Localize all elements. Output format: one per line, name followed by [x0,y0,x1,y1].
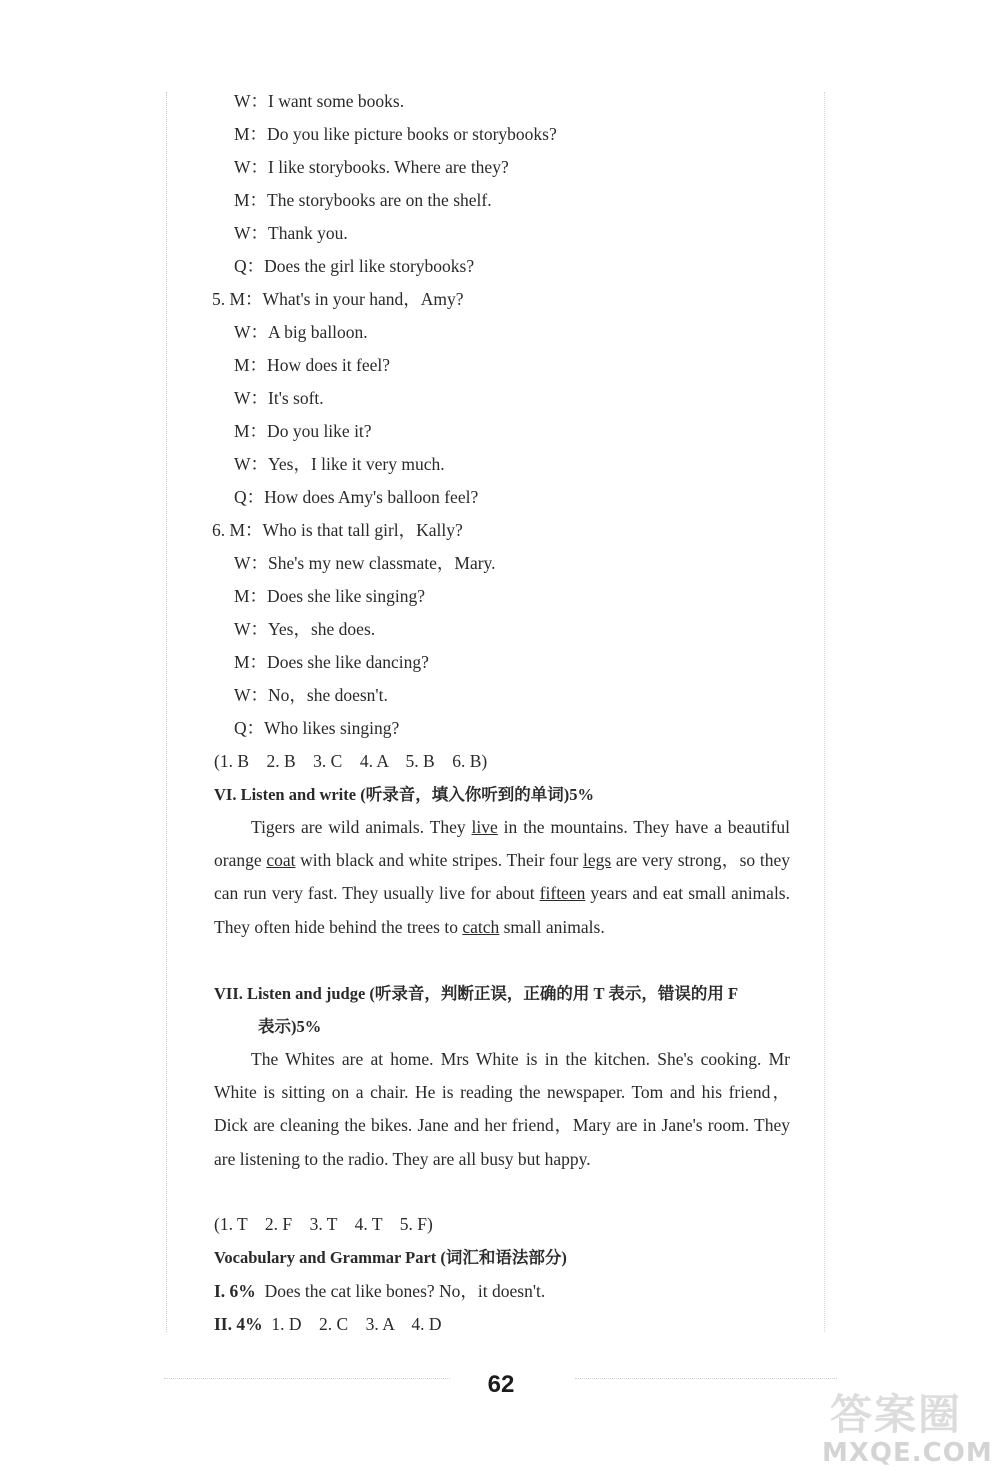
watermark-logo: 答案圈 [830,1390,963,1439]
filled-word-coat: coat [266,850,296,871]
passage-text: years and eat small animals. They often hide behind the trees to [214,883,790,937]
dialog-line: W：It's soft. [234,388,324,408]
dialog-line: W：A big balloon. [234,322,368,342]
right-margin-rule [824,92,825,1332]
dialog-line: M：Do you like picture books or storybooks? [234,124,557,144]
dialog-question: Q：Does the girl like storybooks? [234,256,475,276]
passage-text: are very strong，so they can run very fast. They usually live for about [214,850,790,904]
dialog-line: M：Do you like it? [234,421,372,441]
vocab-grammar-heading: Vocabulary and Grammar Part (词汇和语法部分) [214,1248,567,1267]
vocab-item-ii [214,1313,442,1335]
watermark-url: MXQE.COM [822,1438,993,1468]
dialog-line: W：I like storybooks. Where are they? [234,157,509,177]
footer-rule-right [575,1378,837,1380]
dialog-question: Q：How does Amy's balloon feel? [234,487,479,507]
answers-section-vii: (1. T 2. F 3. T 4. T 5. F) [214,1214,433,1234]
page-number: 62 [487,1371,515,1398]
vocab-item-ii-label: II. 4% [214,1314,263,1334]
answers-section-v: (1. B 2. B 3. C 4. A 5. B 6. B) [214,751,488,771]
dialog-line: W：She's my new classmate，Mary. [234,553,496,573]
watermark [822,1378,992,1468]
filled-word-live: live [471,817,498,837]
item-5-first-line: 5. M：What's in your hand，Amy? [212,289,464,309]
left-margin-rule [166,92,167,1332]
dialog-line: W：Yes，she does. [234,619,376,639]
section-vii-passage: The Whites are at home. Mrs White is in the kitchen. She's cooking. Mr White is sitting on a chair. He is reading the newspaper. Tom and his friend，Dick are cleaning the bikes. Jane and her friend，Mary are in Jane's room. They are listening to the radio. They are all busy but happy. [214,1049,790,1169]
passage-text: small animals. [499,916,605,937]
item-6-first-line: 6. M：Who is that tall girl，Kally? [212,520,463,540]
dialog-line: W：Thank you. [234,223,348,243]
passage-text: Tigers are wild animals. They [251,817,472,837]
section-vii-heading: VII. Listen and judge (听录音，判断正误，正确的用 T 表示，错误的用 F [214,984,739,1003]
vocab-item-i-label: I. 6% [214,1281,256,1301]
dialog-line: W：I want some books. [234,91,405,111]
dialog-line: W：No，she doesn't. [234,685,388,705]
passage-text: in the mountains. They have a beautiful orange [214,817,791,871]
footer-rule-left [164,1378,450,1380]
section-vii-heading-cont: 表示)5% [258,1017,322,1036]
dialog-question: Q：Who likes singing? [234,718,400,738]
section-vi-heading: VI. Listen and write (听录音，填入你听到的单词)5% [214,785,594,804]
vocab-item-ii-text: 1. D 2. C 3. A 4. D [271,1314,442,1334]
section-vi-passage [214,811,790,944]
dialog-line: M：The storybooks are on the shelf. [234,190,492,210]
passage-text: with black and white stripes. Their four [295,850,583,871]
dialog-line: M：How does it feel? [234,355,391,375]
filled-word-fifteen: fifteen [539,883,586,904]
dialog-line: M：Does she like dancing? [234,652,429,672]
vocab-item-i [214,1280,545,1302]
filled-word-legs: legs [582,850,612,871]
filled-word-catch: catch [462,916,500,937]
dialog-line: W：Yes，I like it very much. [234,454,445,474]
vocab-item-i-text: Does the cat like bones? No，it doesn't. [264,1281,546,1301]
dialog-line: M：Does she like singing? [234,586,426,606]
